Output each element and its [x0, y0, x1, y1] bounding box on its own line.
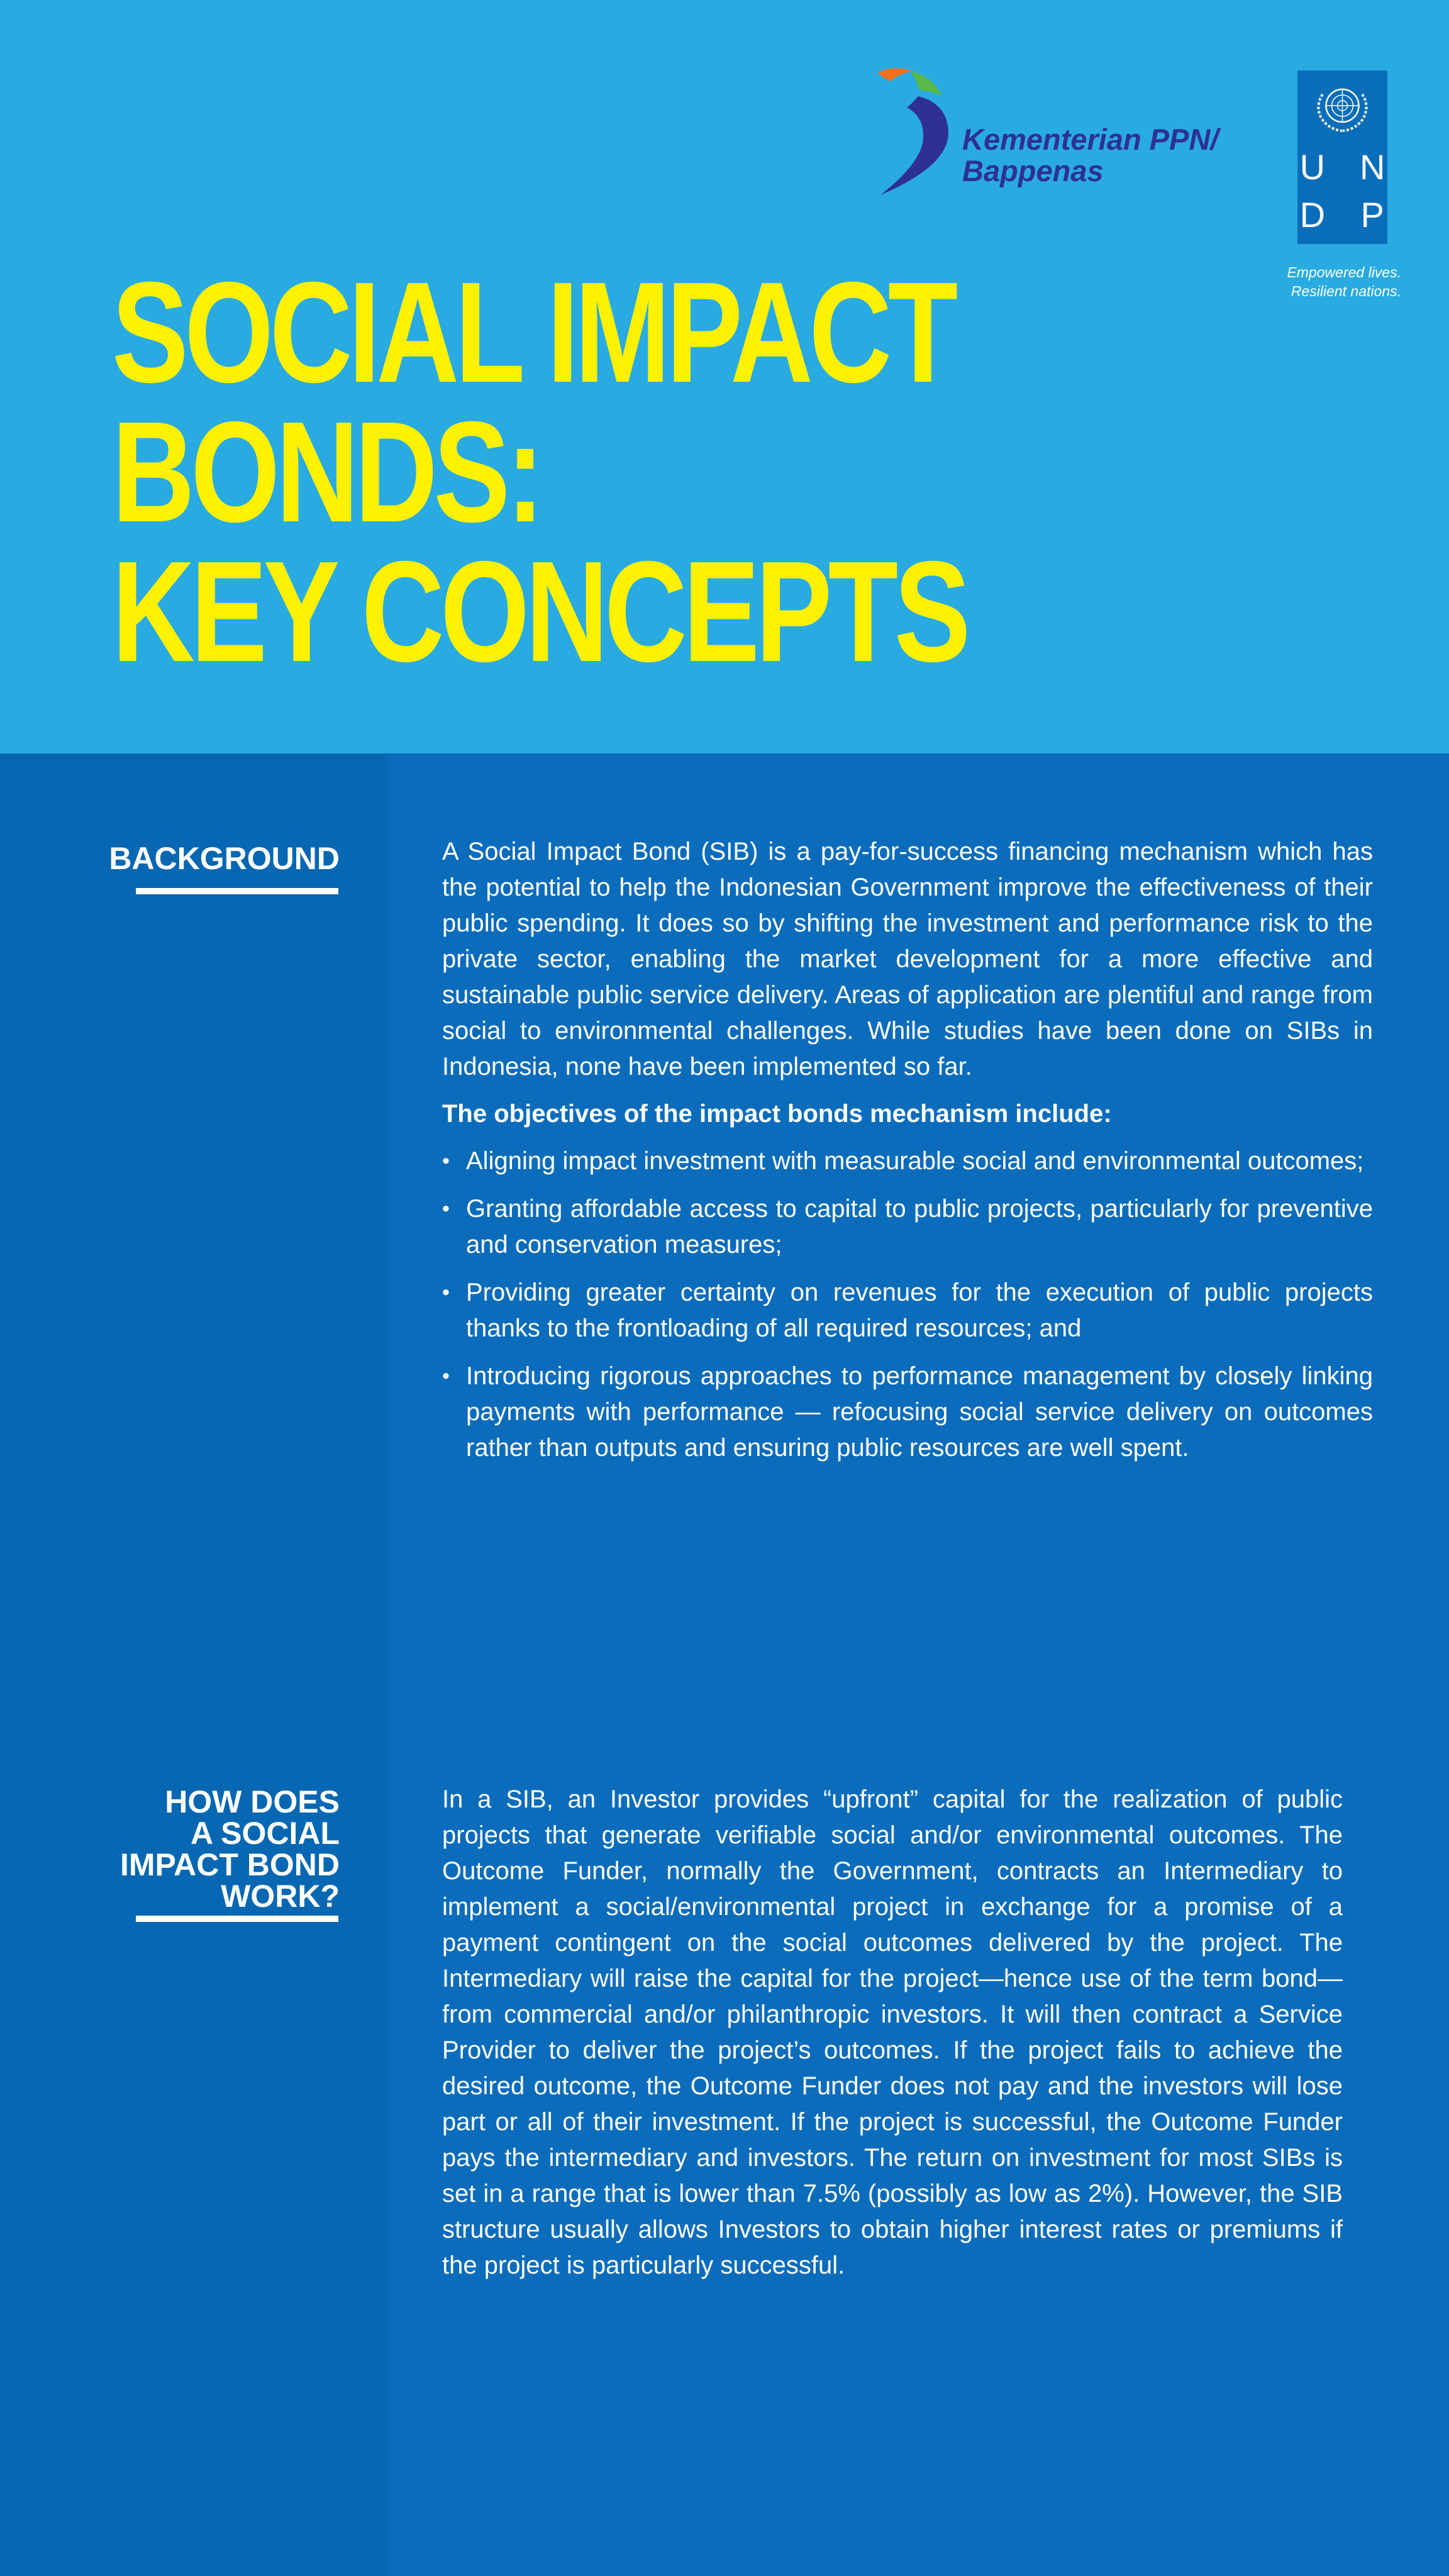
title-line-3: KEY CONCEPTS — [112, 532, 967, 692]
undp-tagline-line-1: Empowered lives. — [1287, 264, 1401, 280]
objective-item: • Granting affordable access to capital to public projects, particularly for preventive and conservation measures; — [442, 1191, 1373, 1263]
bappenas-wordmark — [962, 124, 1218, 187]
how-label-line-4: WORK? — [221, 1879, 340, 1914]
objectives-list — [442, 1143, 1373, 1466]
how-it-works-label-rule — [136, 1916, 338, 1922]
how-label-line-3: IMPACT BOND — [119, 1847, 340, 1882]
how-label-line-1: HOW DOES — [165, 1784, 340, 1819]
how-label-line-2: A SOCIAL — [190, 1816, 340, 1851]
undp-letter-grid — [1297, 146, 1387, 236]
title-line-1: SOCIAL IMPACT — [112, 253, 954, 413]
bappenas-logo — [874, 66, 1264, 201]
background-paragraph: A Social Impact Bond (SIB) is a pay-for-success financing mechanism which has the potential to help the Indonesian Government improve the effectiveness of their public spending. It does so by shifting the investment and performance risk to the private sector, enabling the market development for a more effective and sustainable public service delivery. Areas of application are plentiful and range from social to environmental challenges. While studies have been done on SIBs in Indonesia, none have been implemented so far. — [442, 838, 1373, 1080]
undp-tagline — [1231, 263, 1401, 301]
bappenas-line-1: Kementerian PPN/ — [962, 123, 1219, 156]
undp-letter-d: D — [1299, 195, 1326, 235]
un-emblem-icon — [1306, 79, 1379, 135]
objectives-heading: The objectives of the impact bonds mechanism include: — [442, 1100, 1112, 1128]
background-section — [442, 834, 1373, 1478]
how-it-works-section — [442, 1782, 1343, 2284]
how-it-works-paragraph: In a SIB, an Investor provides “upfront” capital for the realization of public projects that generate verifiable social and/or environmental outcomes. The Outcome Funder, normally the Government, contracts an Intermediary to implement a social/environmental project in exchange for a promise of a payment contingent on the social outcomes delivered by the project. The Intermediary will raise the capital for the project—hence use of the term bond—from commercial and/or philanthropic investors. It will then contract a Service Provider to deliver the project’s outcomes. If the project fails to achieve the desired outcome, the Outcome Funder does not pay and the investors will lose part or all of their investment. If the project is successful, the Outcome Funder pays the intermediary and investors. The return on investment for most SIBs is set in a range that is lower than 7.5% (possibly as low as 2%). However, the SIB structure usually allows Investors to obtain higher interest rates or premiums if the project is particularly successful. — [442, 1785, 1343, 2279]
page-title — [112, 253, 967, 692]
background-label-text: BACKGROUND — [109, 841, 340, 876]
objective-item: • Providing greater certainty on revenues for the execution of public projects thanks to the frontloading of all required resources; and — [442, 1275, 1373, 1346]
bappenas-line-2: Bappenas — [962, 154, 1104, 187]
undp-logo — [1297, 70, 1387, 244]
title-line-2: BONDS: — [112, 392, 541, 552]
undp-tagline-line-2: Resilient nations. — [1291, 283, 1401, 299]
undp-letter-u: U — [1299, 147, 1326, 187]
undp-letter-p: P — [1360, 195, 1384, 235]
left-column — [0, 753, 389, 2576]
bappenas-emblem-icon — [874, 66, 962, 201]
how-it-works-label — [120, 1786, 340, 1912]
background-label-rule — [136, 888, 338, 894]
background-label — [109, 843, 340, 874]
undp-letter-n: N — [1359, 147, 1385, 187]
objective-item: • Aligning impact investment with measurable social and environmental outcomes; — [442, 1143, 1373, 1179]
objective-item: • Introducing rigorous approaches to performance management by closely linking payments with performance — refocusing social service delivery on outcomes rather than outputs and ensuring public resources are well spent. — [442, 1358, 1373, 1466]
